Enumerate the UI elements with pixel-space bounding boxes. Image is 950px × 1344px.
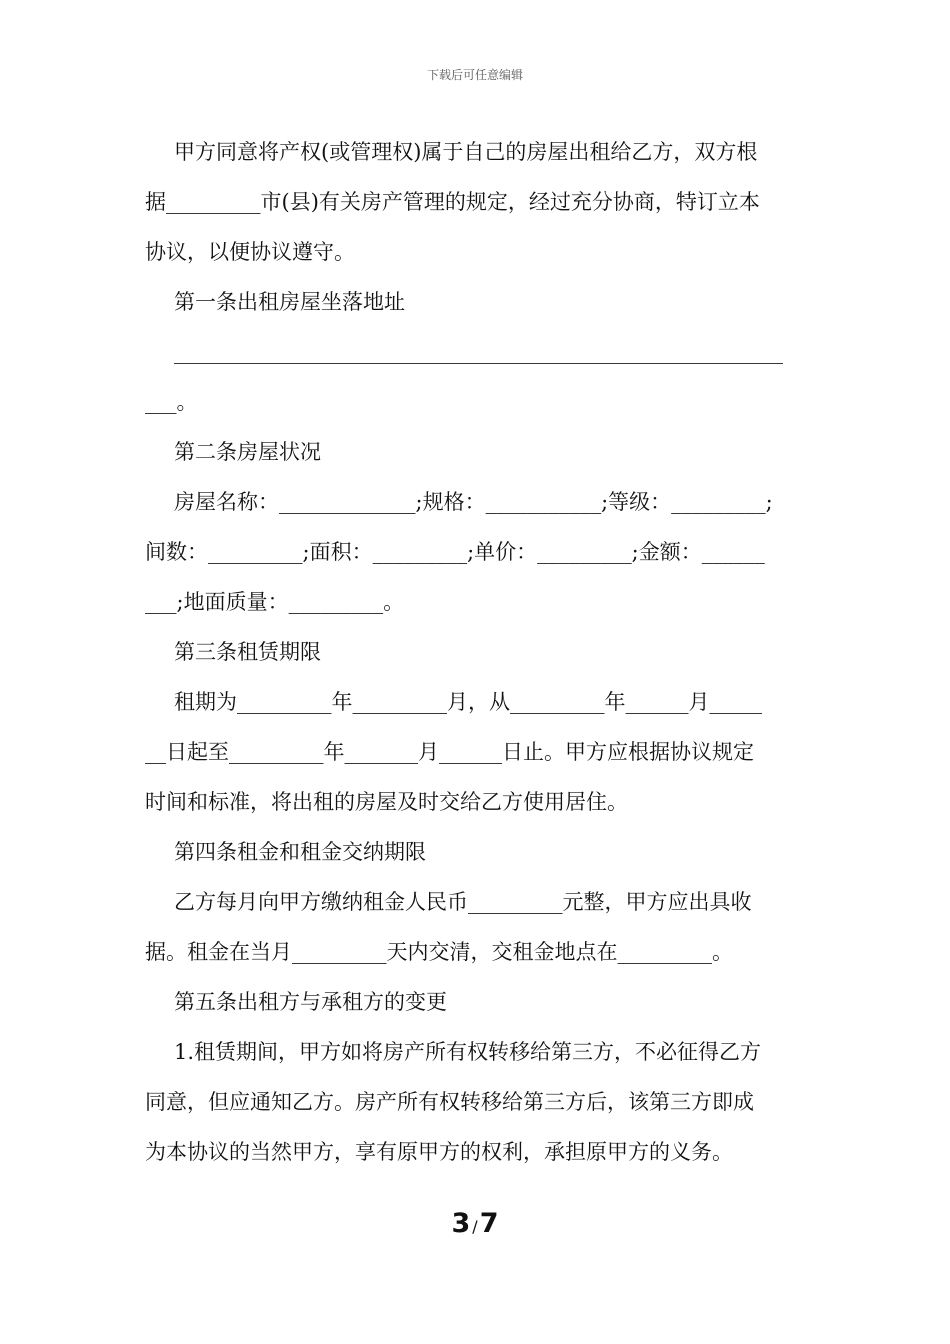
paragraph-line: 乙方每月向甲方缴纳租金人民币_________元整，甲方应出具收 (174, 890, 752, 914)
paragraph-line: 1.租赁期间，甲方如将房产所有权转移给第三方，不必征得乙方 (174, 1040, 762, 1064)
paragraph-line: __日起至_________年_______月______日止。甲方应根据协议规定 (145, 740, 754, 764)
paragraph-line: 租期为_________年_________月，从_________年______月_____ (174, 690, 762, 714)
article-heading-3: 第三条租赁期限 (174, 640, 321, 664)
paragraph-line: 为本协议的当然甲方，享有原甲方的权利，承担原甲方的义务。 (145, 1140, 733, 1164)
page-current: 3 (451, 1208, 471, 1239)
page-number (0, 1208, 950, 1239)
page-separator: / (472, 1217, 478, 1236)
paragraph-line: 同意，但应通知乙方。房产所有权转移给第三方后，该第三方即成 (145, 1090, 754, 1114)
article-heading-5: 第五条出租方与承租方的变更 (174, 990, 447, 1014)
article-heading-4: 第四条租金和租金交纳期限 (174, 840, 426, 864)
paragraph-line: 甲方同意将产权(或管理权)属于自己的房屋出租给乙方，双方根 (174, 140, 758, 164)
paragraph-line: 间数：_________;面积：_________;单价：_________;金额：______ (145, 540, 765, 564)
paragraph-line: ___;地面质量：_________。 (145, 590, 405, 614)
page-total: 7 (479, 1208, 499, 1239)
contract-body (145, 133, 810, 1183)
paragraph-line: 房屋名称：_____________;规格：___________;等级：_________; (174, 490, 773, 514)
paragraph-line: ___。 (145, 390, 198, 414)
paragraph-line: 据。租金在当月_________天内交清，交租金地点在_________。 (145, 940, 733, 964)
article-heading-2: 第二条房屋状况 (174, 440, 321, 464)
header-note: 下载后可任意编辑 (426, 68, 523, 82)
paragraph-line: 协议，以便协议遵守。 (145, 240, 355, 264)
paragraph-line: 时间和标准，将出租的房屋及时交给乙方使用居住。 (145, 790, 628, 814)
paragraph-line: 据_________市(县)有关房产管理的规定，经过充分协商，特订立本 (145, 190, 760, 214)
article-heading-1: 第一条出租房屋坐落地址 (174, 290, 405, 314)
address-blank-line: __________________________________________________________ (174, 340, 783, 364)
